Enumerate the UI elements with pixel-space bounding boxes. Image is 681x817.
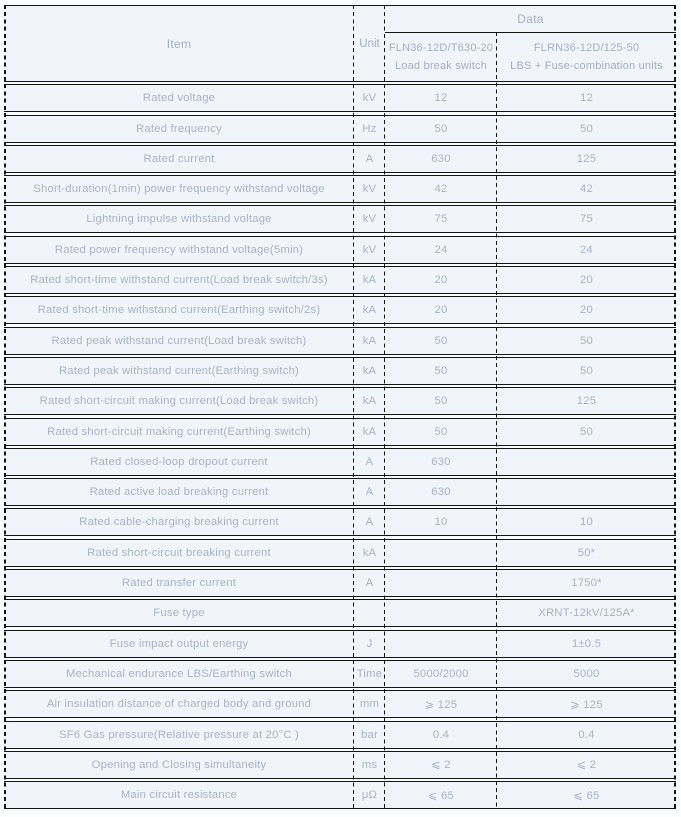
header-data-section — [385, 6, 676, 81]
value2-cell — [497, 449, 676, 475]
value2-cell: 125 — [576, 152, 597, 165]
item-cell: Rated power frequency withstand voltage(5min) — [54, 243, 304, 256]
value1-cell: 50 — [434, 122, 448, 135]
item-cell: Air insulation distance of charged body and ground — [46, 698, 312, 711]
item-cell: Main circuit resistance — [120, 789, 238, 802]
unit-cell: ms — [361, 758, 378, 771]
item-cell: SF6 Gas pressure(Relative pressure at 20°C ) — [59, 728, 299, 741]
model-2-desc: LBS + Fuse-combination units — [510, 59, 663, 72]
table-row — [4, 327, 676, 355]
value2-cell: ⩽ 65 — [573, 789, 600, 802]
unit-cell: kV — [362, 243, 377, 256]
value2-cell: ⩾ 125 — [570, 698, 603, 711]
header-model-2 — [497, 33, 676, 82]
table-row — [4, 721, 676, 749]
value2-cell — [497, 479, 676, 505]
value2-cell: 20 — [580, 304, 593, 317]
unit-cell: kA — [362, 546, 377, 559]
table-row — [4, 751, 676, 779]
value2-cell: 125 — [576, 395, 597, 408]
value1-cell: 50 — [434, 364, 448, 377]
table-row — [4, 115, 676, 143]
model-2-code: FLRN36-12D/125-50 — [533, 41, 640, 54]
unit-cell: kA — [362, 425, 377, 438]
item-cell: Rated peak withstand current(Load break switch) — [51, 334, 307, 347]
value2-cell: ⩽ 2 — [576, 759, 597, 772]
table-row — [4, 478, 676, 506]
unit-cell: A — [365, 152, 374, 165]
value1-cell: 20 — [434, 304, 448, 317]
unit-cell: A — [365, 516, 374, 529]
unit-cell: kA — [362, 364, 377, 377]
value2-cell: 50 — [580, 364, 593, 377]
value2-cell: 12 — [580, 92, 593, 105]
value1-cell: 630 — [431, 486, 451, 499]
item-cell: Opening and Closing simultaneity — [91, 758, 267, 771]
value1-cell: ⩽ 65 — [428, 789, 454, 802]
table-rows — [4, 84, 676, 809]
unit-cell: kA — [362, 274, 377, 287]
item-cell: Rated frequency — [136, 122, 222, 135]
table-row — [4, 357, 676, 385]
header-item: Item — [166, 36, 192, 51]
table-row — [4, 508, 676, 536]
value2-cell: 42 — [580, 183, 593, 196]
unit-cell: kV — [362, 183, 377, 196]
value2-cell: 0.4 — [578, 728, 595, 741]
value2-cell: 20 — [580, 274, 593, 287]
table-row — [4, 145, 676, 173]
value2-cell: 50* — [577, 546, 596, 559]
table-row — [4, 387, 676, 415]
table-row — [4, 660, 676, 688]
value2-cell: 24 — [580, 243, 593, 256]
table-row — [4, 236, 676, 264]
unit-cell: mm — [359, 698, 380, 711]
value1-cell: 5000/2000 — [413, 667, 469, 680]
table-row — [4, 266, 676, 294]
table-row — [4, 690, 676, 718]
value2-cell: XRNT-12kV/125A* — [538, 607, 635, 620]
unit-cell: Time — [356, 667, 383, 680]
value1-cell: 20 — [434, 274, 448, 287]
table-row — [4, 205, 676, 233]
item-cell: Rated current — [143, 152, 215, 165]
unit-cell: A — [365, 577, 374, 590]
unit-cell: kA — [362, 395, 377, 408]
value2-cell: 10 — [580, 516, 593, 529]
table-row — [4, 296, 676, 324]
item-cell: Fuse impact output energy — [109, 637, 249, 650]
item-cell: Rated short-time withstand current(Load break switch/3s) — [30, 274, 328, 287]
unit-cell: J — [366, 637, 373, 650]
item-cell: Rated transfer current — [121, 577, 237, 590]
value1-cell: 50 — [434, 395, 448, 408]
value1-cell: 50 — [434, 425, 448, 438]
item-cell: Rated short-circuit making current(Load break switch) — [39, 395, 319, 408]
value2-cell: 5000 — [573, 667, 600, 680]
value1-cell: 24 — [434, 243, 448, 256]
value1-cell: ⩽ 2 — [431, 759, 451, 772]
value2-cell: 1750* — [571, 577, 602, 590]
unit-cell: kV — [362, 213, 377, 226]
value2-cell: 50 — [580, 334, 593, 347]
unit-cell — [354, 600, 385, 626]
unit-cell: Hz — [362, 122, 377, 135]
item-cell: Short-duration(1min) power frequency withstand voltage — [33, 183, 325, 196]
value1-cell: 630 — [431, 455, 451, 468]
table-row — [4, 539, 676, 567]
value2-cell: 1±0.5 — [571, 637, 602, 650]
unit-cell: kA — [362, 334, 377, 347]
value1-cell — [385, 600, 497, 626]
item-cell: Rated short-time withstand current(Earthing switch/2s) — [37, 304, 321, 317]
table-row — [4, 84, 676, 112]
unit-cell: bar — [361, 728, 378, 741]
unit-cell: A — [365, 486, 374, 499]
table-row — [4, 418, 676, 446]
unit-cell: A — [365, 455, 374, 468]
header-models — [385, 33, 676, 82]
table-header — [4, 5, 676, 82]
value2-cell: 50 — [580, 122, 593, 135]
item-cell: Lightning impulse withstand voltage — [86, 213, 272, 226]
unit-cell: kA — [362, 304, 377, 317]
header-data: Data — [385, 6, 676, 33]
value1-cell: 50 — [434, 334, 448, 347]
table-row — [4, 630, 676, 658]
unit-cell: kV — [362, 92, 377, 105]
table-row — [4, 599, 676, 627]
value1-cell: 42 — [434, 183, 448, 196]
item-cell: Rated cable-charging breaking current — [79, 516, 279, 529]
value1-cell: 0.4 — [432, 728, 450, 741]
header-unit: Unit — [359, 37, 380, 50]
table-row — [4, 175, 676, 203]
value1-cell: 12 — [434, 92, 448, 105]
value1-cell: 630 — [431, 152, 451, 165]
item-cell: Rated short-circuit making current(Earthing switch) — [47, 425, 311, 438]
item-cell: Rated peak withstand current(Earthing switch) — [58, 364, 300, 377]
item-cell: Fuse type — [153, 607, 205, 620]
spec-table — [4, 5, 676, 809]
value2-cell: 75 — [580, 213, 593, 226]
item-cell: Rated voltage — [142, 92, 216, 105]
value1-cell — [385, 631, 497, 657]
table-row — [4, 569, 676, 597]
value1-cell: 10 — [434, 516, 448, 529]
value1-cell: ⩾ 125 — [424, 698, 458, 711]
item-cell: Rated short-circuit breaking current — [87, 546, 271, 559]
value1-cell — [385, 570, 497, 596]
model-1-code: FLN36-12D/T630-20 — [388, 41, 494, 54]
item-cell: Mechanical endurance LBS/Earthing switch — [66, 667, 292, 680]
table-row — [4, 781, 676, 809]
item-cell: Rated closed-loop dropout current — [90, 455, 268, 468]
item-cell: Rated active load breaking current — [89, 486, 269, 499]
unit-cell: μΩ — [361, 789, 378, 802]
value1-cell — [385, 540, 497, 566]
model-1-desc: Load break switch — [394, 59, 488, 72]
value2-cell: 50 — [580, 425, 593, 438]
header-model-1 — [385, 33, 497, 82]
value1-cell: 75 — [434, 213, 448, 226]
table-row — [4, 448, 676, 476]
